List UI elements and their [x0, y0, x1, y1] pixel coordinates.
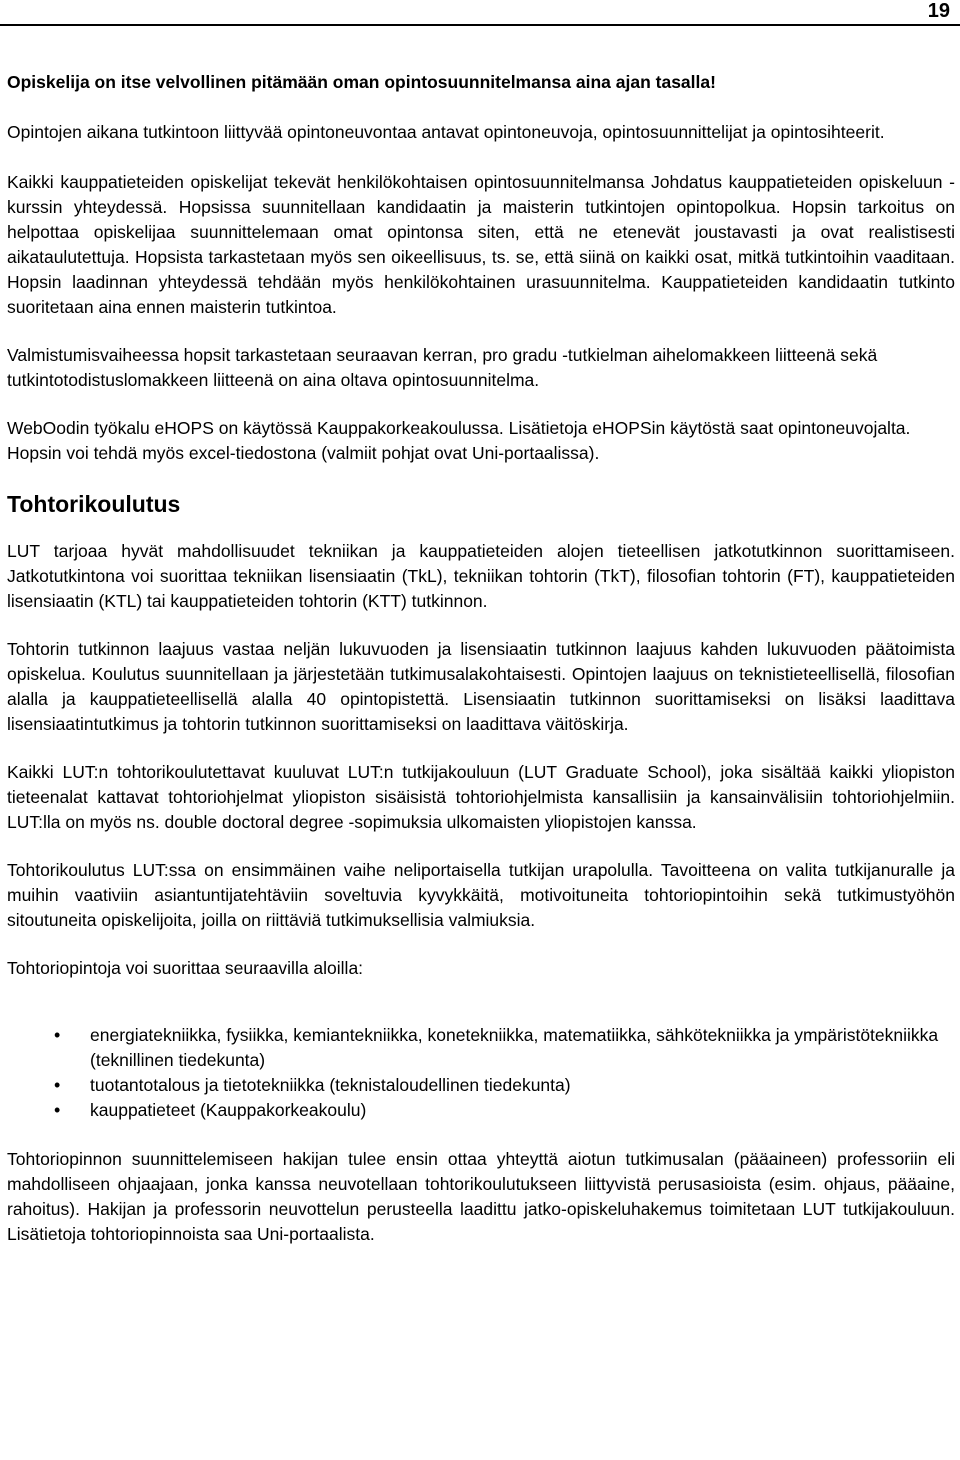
paragraph-career-path: Tohtorikoulutus LUT:ssa on ensimmäinen vaihe neliportaisella tutkijan urapolulla. Tavoitteena on valita tutkijanuralle ja muihin vaativiin asiantuntijatehtäviin soveltuvia kyvykkäitä, motivoituneita tohtoriopintoihin sekä tutkimustyöhön sitoutuneita opiskelijoita, joilla on riittäviä tutkimuksellisia valmiuksia. [7, 860, 955, 930]
list-item [54, 1023, 955, 1073]
document-body [7, 70, 955, 1270]
list-item-text: kauppatieteet (Kauppakorkeakoulu) [90, 1100, 367, 1120]
list-item [54, 1073, 955, 1098]
fields-list [7, 1023, 955, 1123]
paragraph-advisors: Opintojen aikana tutkintoon liittyvää opintoneuvontaa antavat opintoneuvoja, opintosuunnittelijat ja opintosihteerit. [7, 122, 885, 142]
paragraph-fields-intro: Tohtoriopintoja voi suorittaa seuraavilla aloilla: [7, 958, 364, 978]
list-item-text: tuotantotalous ja tietotekniikka (teknistaloudellinen tiedekunta) [90, 1075, 571, 1095]
paragraph-graduation: Valmistumisvaiheessa hopsit tarkastetaan seuraavan kerran, pro gradu -tutkielman aihelomakkeen liitteenä sekä tutkintotodistuslomakkeen liitteenä on aina oltava opintosuunnitelma. [7, 345, 878, 390]
list-item-text: energiatekniikka, fysiikka, kemiantekniikka, konetekniikka, matematiikka, sähkötekniikka ja ympäristötekniikka (teknillinen tiedekunta) [90, 1025, 939, 1070]
paragraph-degrees: LUT tarjoaa hyvät mahdollisuudet tekniikan ja kauppatieteiden alojen tieteellisen jatkotutkinnon suorittamiseen. Jatkotutkintona voi suorittaa tekniikan lisensiaatin (TkL), tekniikan tohtorin (TkT), filosofian tohtorin (FT), kauppatieteiden lisensiaatin (KTL) tai kauppatieteiden tohtorin (KTT) tutkinnon. [7, 541, 955, 611]
paragraph-graduate-school: Kaikki LUT:n tohtorikoulutettavat kuuluvat LUT:n tutkijakouluun (LUT Graduate School), joka sisältää kaikki yliopiston tieteenalat kattavat tohtoriohjelmat yliopiston sisäisistä tohtoriohjelmista kansallisiin ja kansainvälisiin tohtoriohjelmiin. LUT:lla on myös ns. double doctoral degree -sopimuksia ulkomaisten yliopistojen kanssa. [7, 762, 955, 832]
paragraph-scope: Tohtorin tutkinnon laajuus vastaa neljän lukuvuoden ja lisensiaatin tutkinnon laajuus kahden lukuvuoden päätoimista opiskelua. Koulutus suunnitellaan ja järjestetään tutkimusalakohtaisesti. Opintojen laajuus on teknistieteellisellä, filosofian alalla ja kauppatieteellisellä alalla 40 opintopistettä. Lisensiaatin tutkinnon suorittamiseksi on lisäksi laadittava lisensiaatintutkimus ja tohtorin tutkinnon suorittamiseksi on laadittava väitöskirja. [7, 639, 955, 734]
paragraph-application: Tohtoriopinnon suunnittelemiseen hakijan tulee ensin ottaa yhteyttä aiotun tutkimusalan (pääaineen) professoriin eli mahdolliseen ohjaajaan, jonka kanssa neuvotellaan tohtorikoulutukseen liittyvistä perusasioista (esim. ohjaus, pääaine, rahoitus). Hakijan ja professorin neuvottelun perusteella laadittu jatko-opiskeluhakemus toimitetaan LUT tutkijakouluun. Lisätietoja tohtoriopinnoista saa Uni-portaalista. [7, 1149, 955, 1244]
bullet-icon: • [54, 1025, 61, 1045]
bullet-icon: • [54, 1075, 61, 1095]
paragraph-ehops: WebOodin työkalu eHOPS on käytössä Kauppakorkeakoulussa. Lisätietoja eHOPSin käytöstä saat opintoneuvojalta. Hopsin voi tehdä myös excel-tiedostona (valmiit pohjat ovat Uni-portaalissa). [7, 418, 911, 463]
bullet-icon: • [54, 1100, 61, 1120]
paragraph-notice: Opiskelija on itse velvollinen pitämään oman opintosuunnitelmansa aina ajan tasalla! [7, 72, 716, 92]
header-rule [0, 24, 960, 26]
page-number: 19 [927, 0, 950, 22]
paragraph-hops: Kaikki kauppatieteiden opiskelijat tekevät henkilökohtaisen opintosuunnitelmansa Johdatus kauppatieteiden opiskeluun -kurssin yhteydessä. Hopsissa suunnitellaan kandidaatin ja maisterin tutkintojen opintopolkua. Hopsin tarkoitus on helpottaa opiskelijaa suunnittelemaan omat opintonsa siten, että ne etenevät joustavasti ja ovat realistisesti aikataulutettuja. Hopsista tarkastetaan myös sen oikeellisuus, ts. se, että siinä on kaikki osat, mitkä tutkintoihin vaaditaan. Hopsin laadinnan yhteydessä tehdään myös henkilökohtainen urasuunnitelma. Kauppatieteiden kandidaatin tutkinto suoritetaan aina ennen maisterin tutkintoa. [7, 172, 955, 317]
list-item [54, 1098, 955, 1123]
section-heading: Tohtorikoulutus [7, 491, 181, 517]
